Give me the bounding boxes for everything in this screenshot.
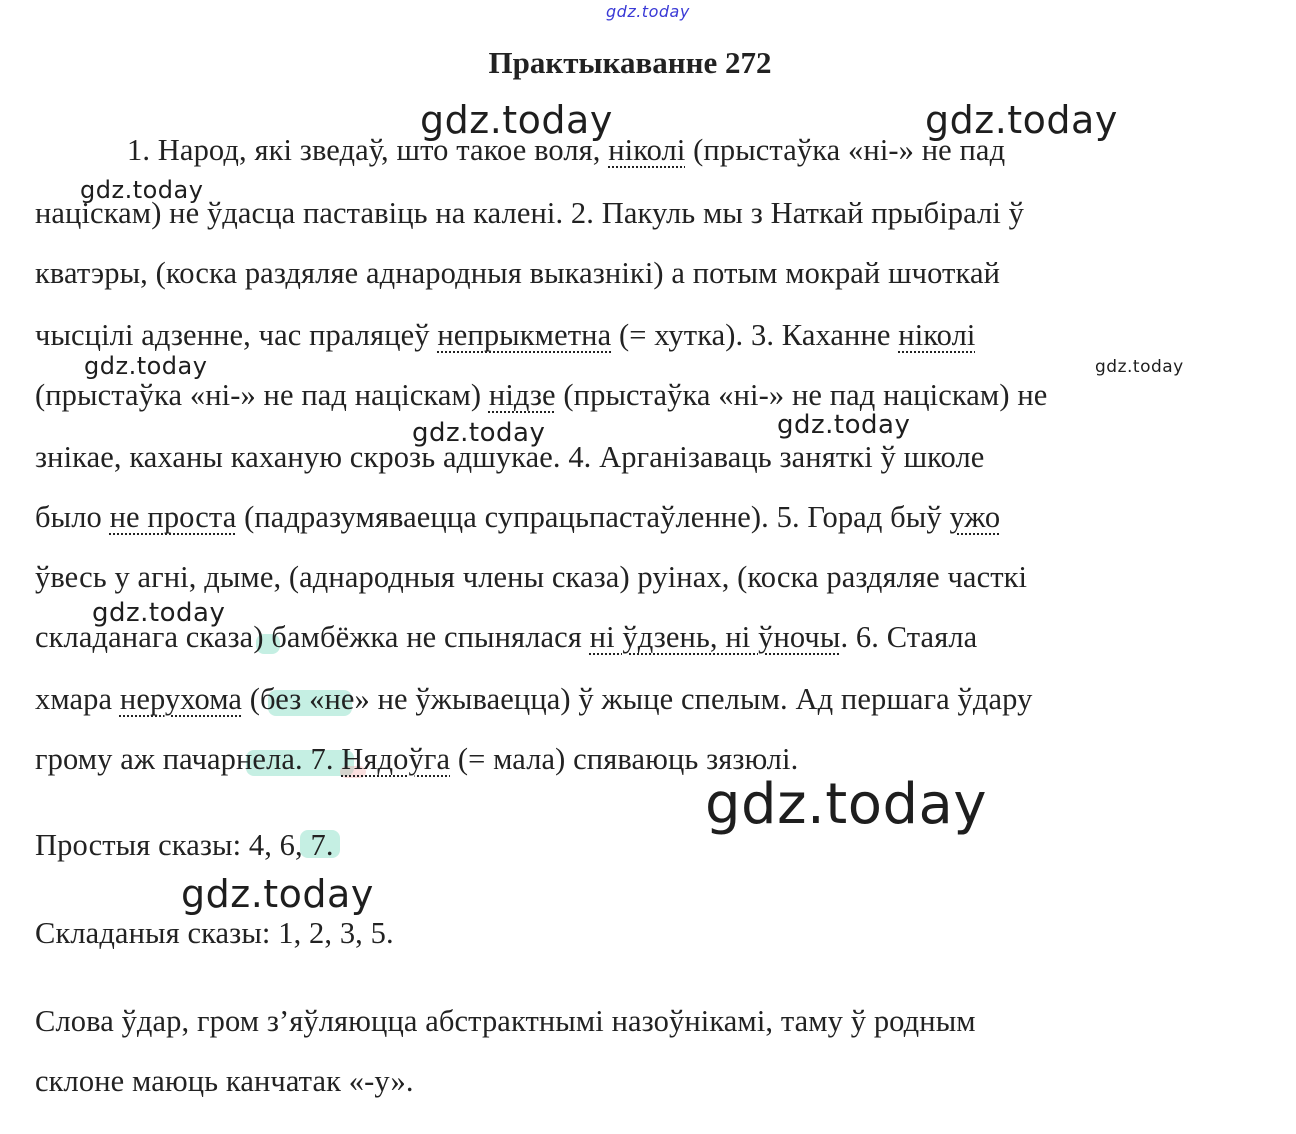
watermark: gdz.today — [705, 772, 988, 837]
paragraph-line — [35, 318, 975, 353]
watermark: gdz.today — [84, 352, 208, 380]
text-segment: кватэры, (коска раздяляе аднародныя выказнікі) а потым мокрай шчоткай — [35, 256, 1000, 290]
text-segment: (без «не» не ўжываецца) ў жыце спелым. Ад першага ўдару — [242, 682, 1033, 716]
underlined-word: ні ўдзень, ні ўночы — [589, 620, 841, 654]
underlined-word: нідзе — [488, 378, 556, 412]
underlined-word: ніколі — [898, 318, 976, 352]
watermark: gdz.today — [80, 176, 204, 204]
paragraph-line — [35, 682, 1032, 717]
watermark: gdz.today — [92, 598, 226, 628]
paragraph-line — [35, 378, 1047, 413]
underlined-word: нерухома — [119, 682, 243, 716]
text-segment: . 6. Стаяла — [840, 620, 978, 654]
note-line-1: Слова ўдар, гром з’яўляюцца абстрактнымі назоўнікамі, таму ў родным — [35, 1004, 976, 1038]
watermark-top: gdz.today — [606, 2, 690, 21]
watermark: gdz.today — [777, 410, 911, 440]
paragraph-line — [35, 560, 1027, 595]
simple-sentences: Простыя сказы: 4, 6, 7. — [35, 828, 334, 862]
text-segment: (= мала) спяваюць зязюлі. — [450, 742, 799, 776]
text-segment: націскам) не ўдасца паставіць на калені. 2. Пакуль мы з Наткай прыбіралі ў — [35, 196, 1025, 230]
paragraph-line — [35, 620, 977, 655]
paragraph-line — [35, 742, 798, 777]
text-segment: складанага сказа) бамбёжка не спынялася — [35, 620, 590, 654]
text-segment: (= хутка). 3. Каханне — [611, 318, 899, 352]
paragraph-line — [35, 256, 1000, 291]
underlined-word: Нядоўга — [341, 742, 451, 776]
underlined-word: не проста — [109, 500, 237, 534]
page-title: Практыкаванне 272 — [488, 45, 772, 80]
underlined-word: ніколі — [608, 133, 686, 167]
complex-sentences: Складаныя сказы: 1, 2, 3, 5. — [35, 916, 394, 950]
text-segment: грому аж пачарнела. 7. — [35, 742, 342, 776]
text-segment: ўвесь у агні, дыме, (аднародныя члены сказа) руінах, (коска раздяляе часткі — [35, 560, 1028, 594]
paragraph-line — [127, 133, 1005, 168]
watermark: gdz.today — [181, 872, 374, 916]
text-segment: знікае, каханы каханую скрозь адшукае. 4. Арганізаваць заняткі ў школе — [35, 440, 985, 474]
watermark: gdz.today — [925, 98, 1118, 142]
text-segment: (падразумяваецца супрацьпастаўленне). 5. Горад быў — [236, 500, 950, 534]
text-segment: (прыстаўка «ні-» не пад націскам) не — [555, 378, 1048, 412]
text-segment: (прыстаўка «ні-» не пад націскам) — [35, 378, 489, 412]
paragraph-line — [35, 440, 984, 475]
note-line-2: склоне маюць канчатак «-у». — [35, 1064, 414, 1098]
text-segment: (прыстаўка «ні-» не пад — [685, 133, 1006, 167]
watermark: gdz.today — [1095, 357, 1184, 377]
underlined-word: ужо — [949, 500, 1001, 534]
paragraph-line — [35, 500, 1000, 535]
text-segment: хмара — [35, 682, 120, 716]
paragraph-line — [35, 196, 1024, 231]
underlined-word: непрыкметна — [437, 318, 612, 352]
text-segment: было — [35, 500, 110, 534]
watermark: gdz.today — [420, 98, 613, 142]
text-segment: 1. Народ, які зведаў, што такое воля, — [127, 133, 609, 167]
text-segment: чысцілі адзенне, час праляцеў — [35, 318, 438, 352]
watermark: gdz.today — [412, 418, 546, 448]
